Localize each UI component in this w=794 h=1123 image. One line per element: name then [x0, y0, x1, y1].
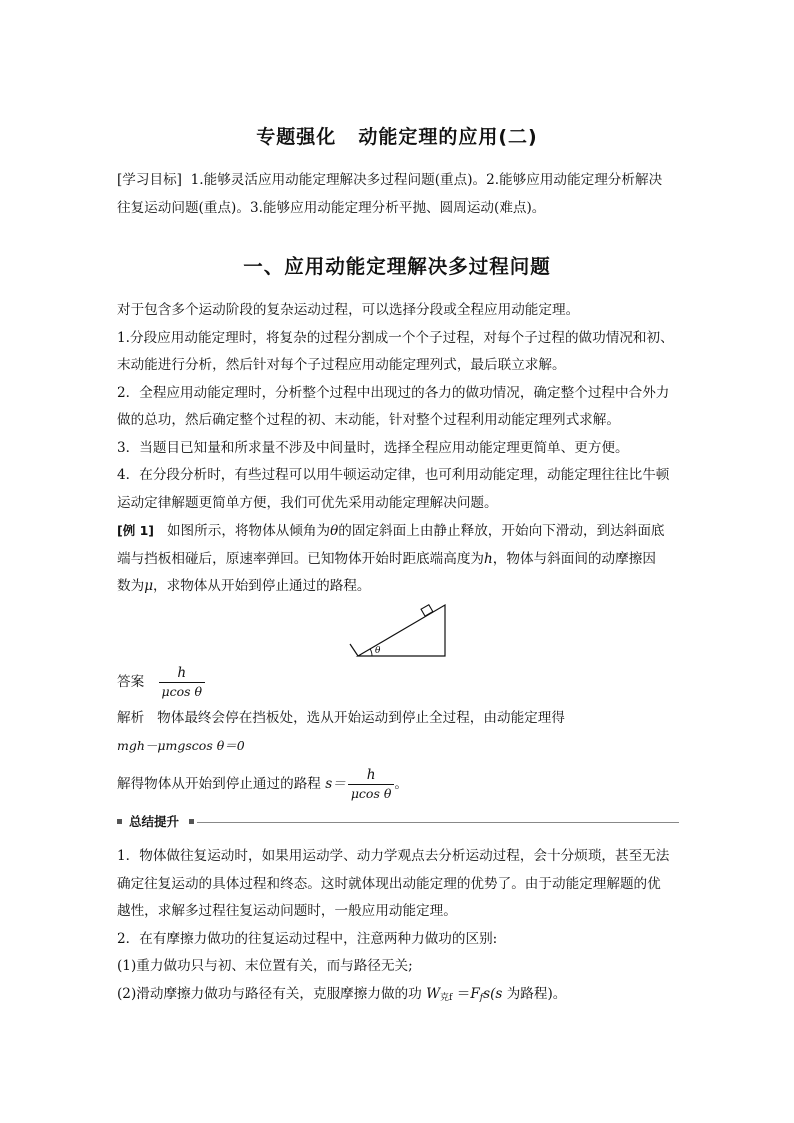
example-text: ，求物体从开始到停止通过的路程。	[153, 578, 371, 594]
example-tag: [例 1]	[117, 523, 154, 538]
summary-item1-line1: 1．物体做往复运动时，如果用运动学、动力学观点去分析运动过程，会十分烦琐，甚至无法	[117, 848, 670, 864]
summary-item2-1: (1)重力做功只与初、末位置有关，而与路径无关;	[117, 958, 413, 974]
summary-item2-2	[117, 981, 679, 1013]
goals-label: [学习目标]	[117, 172, 182, 188]
solution-line	[117, 766, 408, 803]
mu-symbol: μ	[144, 578, 154, 594]
solve-suffix: 。	[394, 776, 408, 792]
answer-denominator: μcos θ	[161, 684, 203, 699]
summary-rule	[197, 822, 679, 823]
summary-marker-icon	[117, 819, 122, 824]
item2-line1: 2．全程应用动能定理时，分析整个过程中出现过的各力的做功情况，确定整个过程中合外力	[117, 384, 670, 401]
solve-var: s＝	[325, 776, 346, 792]
section-body	[117, 297, 679, 601]
summary-item2: 2．在有摩擦力做功的往复运动过程中，注意两种力做功的区别:	[117, 930, 498, 947]
distance-symbol: s	[495, 985, 503, 1002]
example-text: ，物体与斜面间的动摩擦因	[492, 550, 656, 567]
analysis-label: 解析	[117, 710, 145, 726]
answer-numerator: h	[159, 664, 206, 683]
work-subscript: 克f	[440, 992, 453, 1003]
answer-fraction	[159, 664, 206, 701]
summary-item1-line3: 越性，求解多过程往复运动问题时，一般应用动能定理。	[117, 903, 457, 919]
example-text: 如图所示，将物体从倾角为	[166, 523, 331, 539]
theta-symbol: θ	[330, 523, 339, 539]
barrier-plate	[350, 644, 358, 656]
answer-line	[117, 664, 205, 701]
item4-line2: 运动定律解题更简单方便，我们可优先采用动能定理解决问题。	[117, 494, 498, 511]
section-heading: 一、应用动能定理解决多过程问题	[243, 255, 551, 278]
example-text: 数为	[117, 578, 145, 594]
title-part1: 专题强化	[256, 126, 337, 148]
item4-line1: 4．在分段分析时，有些过程可以用牛顿运动定律，也可利用动能定理，动能定理往往比牛顿	[117, 467, 670, 483]
item2-line2: 做的总功，然后确定整个过程的初、末动能，针对整个过程利用动能定理列式求解。	[117, 412, 620, 428]
angle-arc	[370, 649, 372, 656]
distance-symbol: s(	[483, 985, 496, 1002]
solve-prefix: 解得物体从开始到停止通过的路程	[117, 776, 321, 792]
solve-numerator: h	[348, 766, 395, 785]
summary-label: 总结提升	[129, 814, 180, 829]
solve-denominator: μcos θ	[350, 786, 392, 801]
summary-marker-icon	[189, 819, 194, 824]
h-symbol: h	[484, 550, 493, 567]
example1-line2	[117, 546, 679, 574]
equals-sign: ＝	[456, 985, 471, 1002]
incline-figure	[345, 603, 450, 659]
answer-label: 答案	[117, 674, 145, 690]
solve-fraction	[348, 766, 395, 803]
item1-line2: 末动能进行分析，然后针对每个子过程应用动能定理列式，最后联立求解。	[117, 357, 566, 373]
page-title	[0, 122, 794, 149]
learning-goals	[117, 167, 679, 222]
analysis-text: 物体最终会停在挡板处，选从开始运动到停止全过程，由动能定理得	[157, 710, 565, 726]
summary-text: 为路程)。	[506, 985, 567, 1002]
example1-line1	[117, 517, 679, 546]
item3: 3．当题目已知量和所求量不涉及中间量时，选择全程应用动能定理更简单、更方便。	[117, 439, 629, 456]
force-subscript: f	[479, 992, 484, 1003]
summary-divider	[117, 812, 679, 832]
item1-line1: 1.分段应用动能定理时，将复杂的过程分割成一个个子过程，对每个子过程的做功情况和初、	[117, 329, 674, 346]
goals-text-line1: 1.能够灵活应用动能定理解决多过程问题(重点)。2.能够应用动能定理分析解决	[190, 172, 663, 188]
work-symbol: W	[426, 985, 441, 1002]
summary-text: (2)滑动摩擦力做功与路径有关，克服摩擦力做的功	[117, 985, 422, 1002]
energy-equation: mgh－μmgscos θ＝0	[117, 738, 245, 753]
example-text: 的固定斜面上由静止释放，开始向下滑动，到达斜面底	[338, 523, 665, 539]
title-part2: 动能定理的应用(二)	[358, 126, 538, 148]
force-symbol: F	[470, 985, 480, 1002]
example1-line3	[117, 573, 679, 601]
summary-item1-line2: 确定往复运动的具体过程和终态。这时就体现出动能定理的优势了。由于动能定理解题的优	[117, 875, 661, 892]
angle-label: θ	[375, 646, 381, 656]
analysis-line	[117, 707, 679, 729]
goals-text-line2: 往复运动问题(重点)。3.能够应用动能定理分析平抛、圆周运动(难点)。	[117, 199, 546, 216]
intro-text: 对于包含多个运动阶段的复杂运动过程，可以选择分段或全程应用动能定理。	[117, 302, 580, 318]
summary-body	[117, 843, 679, 1012]
block-on-slope	[421, 605, 433, 616]
example-text: 端与挡板相碰后，原速率弹回。已知物体开始时距底端高度为	[117, 550, 485, 567]
